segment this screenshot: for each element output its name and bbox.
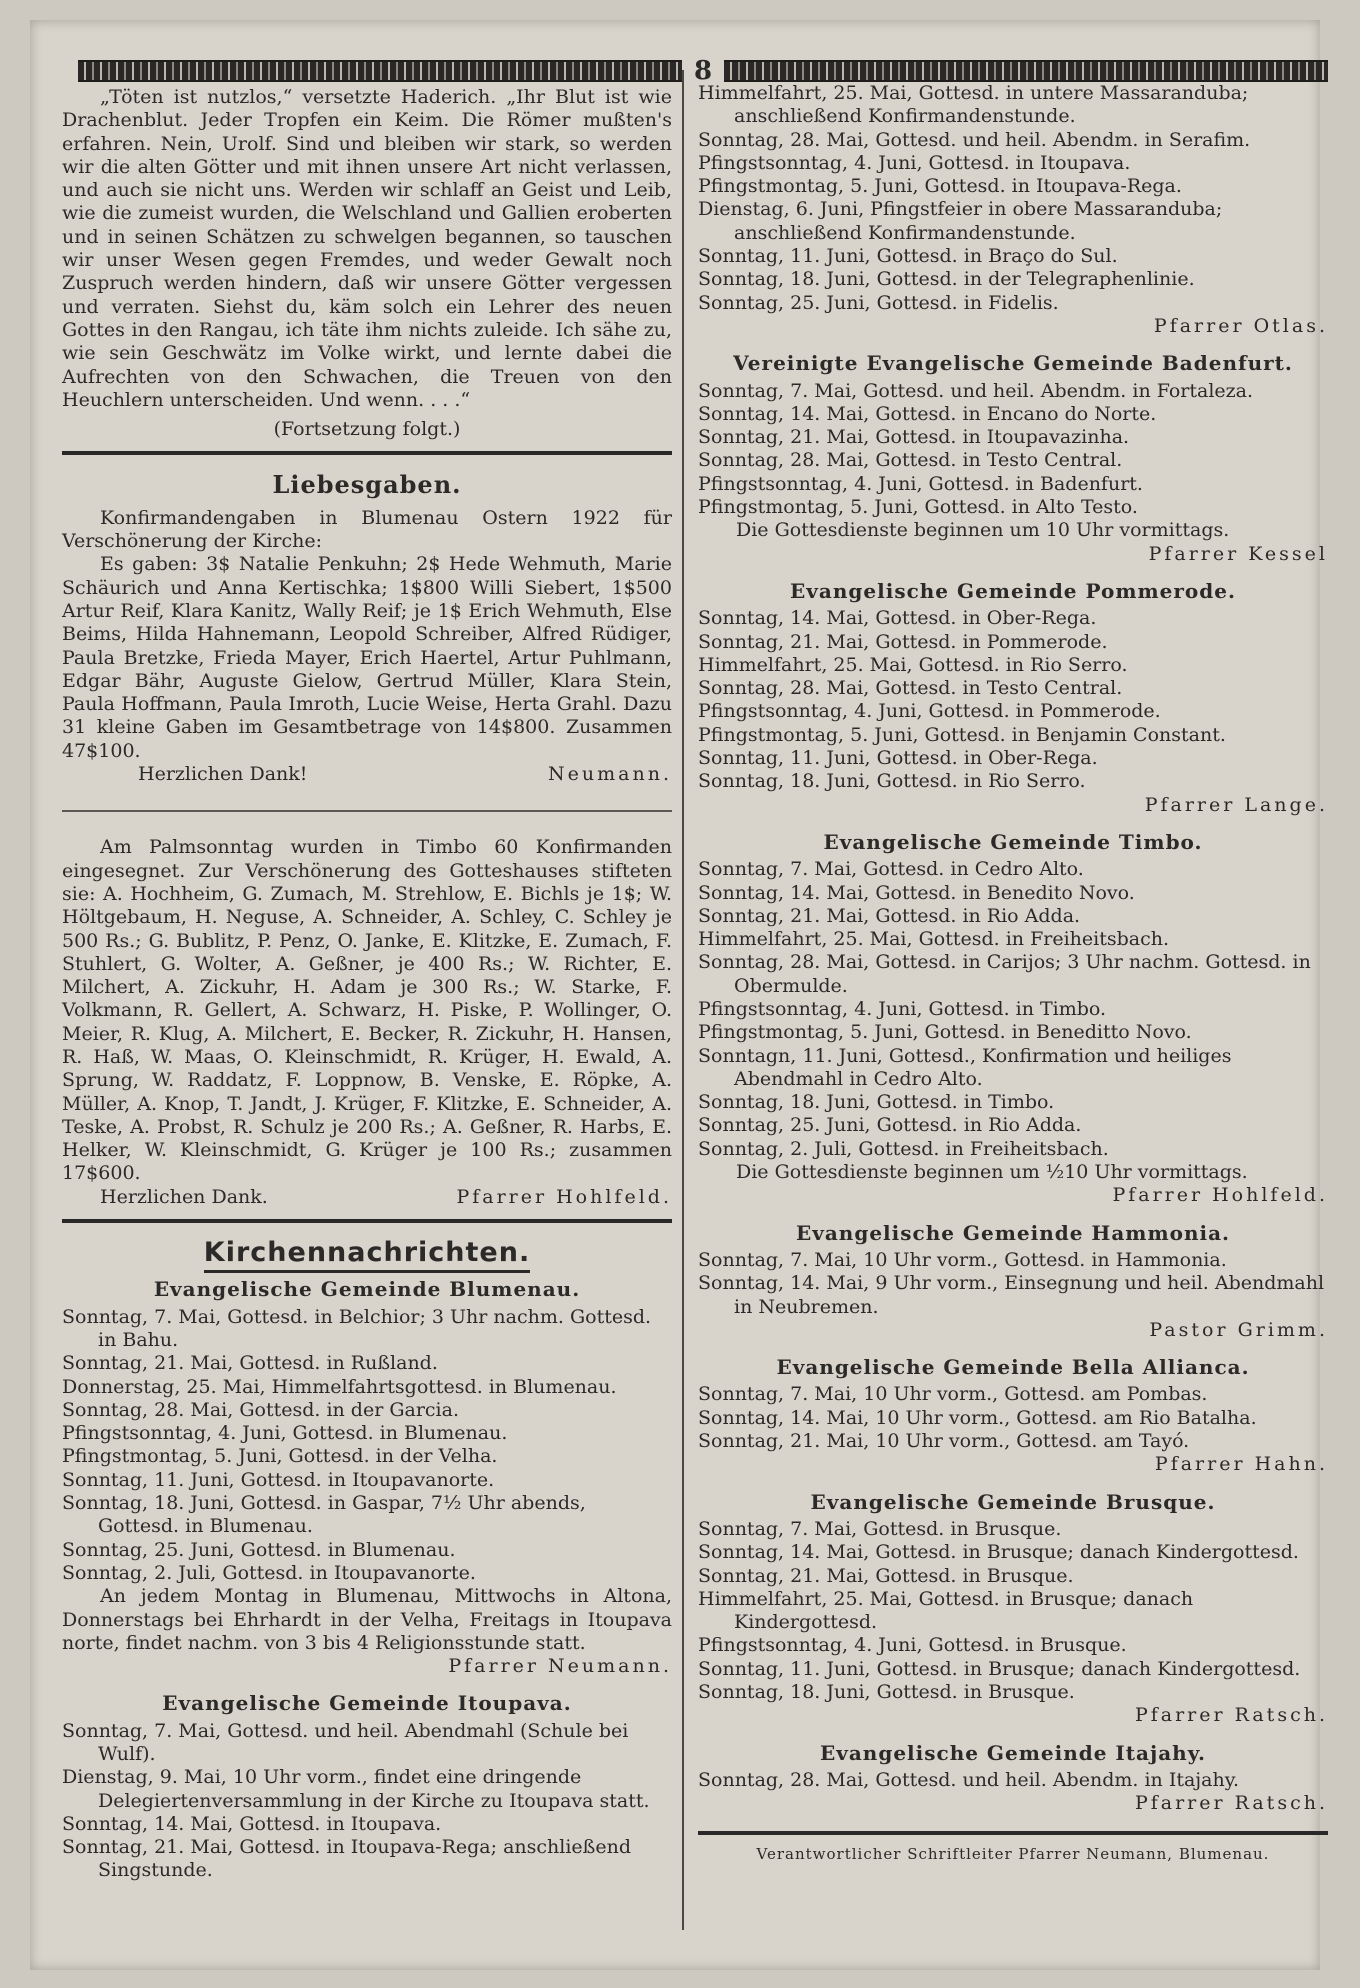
timbo-donors: Am Palmsonntag wurden in Timbo 60 Konfirmanden eingesegnet. Zur Verschönerung des Gotteshauses stifteten sie: A. Hochheim, G. Zumach, M. Strehlow, E. Bichls je 1$; W. Höltgebaum, H. Neguse, A. Schneider, A. Schley, C. Schley je 500 Rs.; G. Bublitz, P. Penz, O. Janke, E. Klitzke, E. Zumach, F. Stuhlert, G. Wolter, A. Geßner, je 400 Rs.; W. Richter, E. Milchert, A. Zickuhr, H. Adam je 300 Rs.; W. Starke, F. Volkmann, R. Gellert, A. Schwarz, H. Piske, P. Wollinger, O. Meier, R. Klug, A. Milchert, E. Becker, R. Zickuhr, H. Hansen, R. Haß, W. Maas, O. Kleinschmidt, R. Krüger, H. Ewald, A. Sprung, W. Raddatz, F. Loppnow, B. Venske, E. Röpke, A. Müller, A. Knop, T. Jandt, J. Krüger, F. Klitzke, E. Schneider, A. Teske, A. Probst, R. Schulz je 200 Rs.; A. Geßner, R. Harbs, E. Helker, W. Kleinschmidt, G. Krüger je 100 Rs.; zusammen 17$600. (62, 836, 672, 1185)
itoupava-signature: Pfarrer Otlas. (1153, 314, 1328, 337)
liebesgaben-donors: Es gaben: 3$ Natalie Penkuhn; 2$ Hede Wehmuth, Marie Schäurich und Anna Kertischka; 1$800 Willi Siebert, 1$500 Artur Reif, Klara Kanitz, Wally Reif; je 1$ Erich Wehmuth, Else Beims, Hilda Hahnemann, Leopold Schreiber, Alfred Rüdiger, Paula Bretzke, Frieda Mayer, Erich Haertel, Artur Puhlmann, Edgar Bähr, Auguste Gielow, Gertrud Müller, Klara Stein, Paula Hoffmann, Paula Imroth, Lucie Weise, Herta Grahl. Dazu 31 kleine Gaben im Gesamtbetrage von 14$800. Zusammen 47$100. (62, 553, 672, 762)
list-item: Sonntag, 7. Mai, Gottesd. in Brusque. (698, 1517, 1062, 1540)
timbo-signature-row (62, 1186, 672, 1209)
list-item: Sonntag, 14. Mai, Gottesd. in Ober-Rega. (698, 607, 1097, 630)
list-item: Sonntag, 7. Mai, Gottesd. und heil. Abendm. in Fortaleza. (698, 379, 1254, 402)
list-item: Sonntag, 18. Juni, Gottesd. in Gaspar, 7½ Uhr abends, Gottesd. in Blumenau. (62, 1492, 586, 1538)
list-item: Himmelfahrt, 25. Mai, Gottesd. in Rio Serro. (698, 653, 1128, 676)
section-rule-thin (62, 810, 672, 812)
list-item: Sonntag, 2. Juli, Gottesd. in Freiheitsbach. (698, 1137, 1109, 1160)
badenfurt-list (698, 380, 1328, 520)
pommerode-heading: Evangelische Gemeinde Pommerode. (790, 578, 1236, 603)
story-continuation: (Fortsetzung folgt.) (273, 418, 461, 441)
list-item: Sonntag, 21. Mai, Gottesd. in Rio Adda. (698, 904, 1081, 927)
list-item: Pfingstmontag, 5. Juni, Gottesd. in Itoupava-Rega. (698, 175, 1182, 198)
list-item: Himmelfahrt, 25. Mai, Gottesd. in untere Massaranduba; anschließend Konfirmandenstunde. (698, 82, 1249, 128)
list-item: Sonntag, 7. Mai, Gottesd. und heil. Abendmahl (Schule bei Wulf). (62, 1719, 629, 1765)
list-item: Sonntag, 21. Mai, Gottesd. in Rußland. (62, 1352, 438, 1375)
list-item: Sonntag, 28. Mai, Gottesd. und heil. Abendm. in Itajahy. (698, 1768, 1239, 1791)
list-item: Sonntag, 14. Mai, Gottesd. in Benedito Novo. (698, 881, 1135, 904)
itajahy-signature: Pfarrer Ratsch. (1134, 1792, 1328, 1815)
kirchennachrichten-title-text: Kirchennachrichten. (204, 1237, 530, 1273)
list-item: Sonntag, 21. Mai, Gottesd. in Itoupavazinha. (698, 426, 1130, 449)
list-item: Sonntagn, 11. Juni, Gottesd., Konfirmation und heiliges Abendmahl in Cedro Alto. (698, 1044, 1232, 1090)
list-item: Sonntag, 2. Juli, Gottesd. in Itoupavanorte. (62, 1561, 476, 1584)
liebesgaben-title: Liebesgaben. (272, 470, 462, 500)
header-ornament-left (78, 60, 682, 82)
brusque-list (698, 1518, 1328, 1704)
timbo-thanks: Herzlichen Dank. (100, 1185, 268, 1208)
hammonia-signature: Pastor Grimm. (1149, 1318, 1328, 1341)
list-item: Sonntag, 28. Mai, Gottesd. in der Garcia. (62, 1398, 460, 1421)
right-column (698, 82, 1328, 1867)
list-item: Sonntag, 25. Juni, Gottesd. in Rio Adda. (698, 1114, 1082, 1137)
badenfurt-heading: Vereinigte Evangelische Gemeinde Badenfurt. (733, 351, 1293, 376)
list-item: Sonntag, 18. Juni, Gottesd. in Rio Serro. (698, 770, 1086, 793)
list-item: Sonntag, 7. Mai, Gottesd. in Cedro Alto. (698, 858, 1084, 881)
list-item: Pfingstsonntag, 4. Juni, Gottesd. in Badenfurt. (698, 472, 1143, 495)
list-item: Pfingstsonntag, 4. Juni, Gottesd. in Itoupava. (698, 151, 1131, 174)
blumenau-list (62, 1306, 672, 1586)
page-number: 8 (693, 56, 713, 86)
list-item: Sonntag, 28. Mai, Gottesd. in Testo Central. (698, 449, 1123, 472)
list-item: Sonntag, 11. Juni, Gottesd. in Braço do Sul. (698, 245, 1118, 268)
list-item: Dienstag, 9. Mai, 10 Uhr vorm., findet eine dringende Delegiertenversammlung in der Kirche zu Itoupava statt. (62, 1766, 650, 1812)
liebesgaben-thanks: Herzlichen Dank! (138, 763, 308, 786)
brusque-signature: Pfarrer Ratsch. (1134, 1704, 1328, 1727)
list-item: Sonntag, 21. Mai, 10 Uhr vorm., Gottesd. am Tayó. (698, 1430, 1190, 1453)
hammonia-list (698, 1249, 1328, 1319)
list-item: Sonntag, 14. Mai, 9 Uhr vorm., Einsegnung und heil. Abendmahl in Neubremen. (698, 1272, 1325, 1318)
itajahy-list (698, 1769, 1328, 1792)
list-item: Dienstag, 6. Juni, Pfingstfeier in obere Massaranduba; anschließend Konfirmandenstunde. (698, 198, 1223, 244)
list-item: Sonntag, 14. Mai, Gottesd. in Encano do Norte. (698, 402, 1157, 425)
itajahy-heading: Evangelische Gemeinde Itajahy. (819, 1740, 1206, 1765)
list-item: Sonntag, 18. Juni, Gottesd. in Timbo. (698, 1091, 1055, 1114)
list-item: Sonntag, 28. Mai, Gottesd. in Testo Central. (698, 677, 1123, 700)
list-item: Sonntag, 25. Juni, Gottesd. in Fidelis. (698, 291, 1059, 314)
badenfurt-signature: Pfarrer Kessel (1148, 542, 1328, 565)
list-item: Sonntag, 21. Mai, Gottesd. in Pommerode. (698, 630, 1108, 653)
list-item: Himmelfahrt, 25. Mai, Gottesd. in Brusque; danach Kindergottesd. (698, 1587, 1194, 1634)
column-divider (682, 70, 684, 1930)
itoupava-list (62, 1720, 672, 1883)
list-item: Pfingstmontag, 5. Juni, Gottesd. in der Velha. (62, 1445, 498, 1468)
blumenau-note: An jedem Montag in Blumenau, Mittwochs in Altona, Donnerstags bei Ehrhardt in der Velha, Freitags in Itoupava norte, findet nachm. von 3 bis 4 Religionsstunde statt. (62, 1585, 672, 1654)
pommerode-signature: Pfarrer Lange. (1144, 793, 1328, 816)
pommerode-list (698, 607, 1328, 793)
list-item: Pfingstsonntag, 4. Juni, Gottesd. in Blumenau. (62, 1422, 508, 1445)
badenfurt-note: Die Gottesdienste beginnen um 10 Uhr vormittags. (736, 519, 1230, 542)
footer-imprint: Verantwortlicher Schriftleiter Pfarrer Neumann, Blumenau. (756, 1845, 1270, 1864)
bella-list (698, 1383, 1328, 1453)
section-rule (62, 1219, 672, 1223)
blumenau-heading: Evangelische Gemeinde Blumenau. (153, 1277, 581, 1302)
timbo-list (698, 858, 1328, 1161)
list-item: Sonntag, 18. Juni, Gottesd. in Brusque. (698, 1681, 1075, 1703)
list-item: Pfingstsonntag, 4. Juni, Gottesd. in Timbo. (698, 997, 1107, 1020)
list-item: Sonntag, 21. Mai, Gottesd. in Brusque. (698, 1564, 1074, 1587)
list-item: Sonntag, 14. Mai, Gottesd. in Itoupava. (62, 1812, 442, 1835)
list-item: Sonntag, 7. Mai, 10 Uhr vorm., Gottesd. am Pombas. (698, 1383, 1208, 1406)
story-text: „Töten ist nutzlos,“ versetzte Haderich. „Ihr Blut ist wie Drachenblut. Jeder Tropfen ein Keim. Die Römer mußten's erfahren. Nein, Urolf. Sind und bleiben wir stark, so werden wir die alten Götter und mit ihnen unsere Art nicht verlassen, und auch sie nicht uns. Werden wir schlaff an Geist und Leib, wie die zumeist wurden, die Welschland und Gallien eroberten und in seinen Schätzen zu schwelgen begannen, so tauschen wir unser Wesen gegen Fremdes, und weder Gewalt noch Zuspruch werden hindern, daß wir unsere Götter vergessen und verraten. Siehst du, käm solch ein Lehrer des neuen Gottes in den Rangau, ich täte ihm nichts zuleide. Ich sähe zu, wie sein Geschwätz im Volke wirkt, und lernte dabei die Aufrechten von den Schwachen, die Treuen von den Heuchlern unterscheiden. Und wenn. . . .“ (62, 86, 672, 411)
liebesgaben-signature-row (62, 763, 672, 786)
list-item: Sonntag, 18. Juni, Gottesd. in der Telegraphenlinie. (698, 268, 1195, 291)
list-item: Sonntag, 28. Mai, Gottesd. in Carijos; 3 Uhr nachm. Gottesd. in Obermulde. (698, 951, 1311, 997)
hammonia-heading: Evangelische Gemeinde Hammonia. (795, 1220, 1231, 1245)
list-item: Sonntag, 11. Juni, Gottesd. in Itoupavanorte. (62, 1468, 495, 1491)
bella-heading: Evangelische Gemeinde Bella Allianca. (776, 1355, 1250, 1380)
list-item: Sonntag, 14. Mai, Gottesd. in Brusque; danach Kindergottesd. (698, 1541, 1299, 1564)
itoupava-continued-list (698, 82, 1328, 315)
list-item: Sonntag, 28. Mai, Gottesd. und heil. Abendm. in Serafim. (698, 128, 1251, 151)
list-item: Sonntag, 7. Mai, Gottesd. in Belchior; 3 Uhr nachm. Gottesd. in Bahu. (62, 1305, 652, 1351)
footer-rule (698, 1831, 1328, 1835)
list-item: Pfingstmontag, 5. Juni, Gottesd. in Benjamin Constant. (698, 723, 1226, 746)
list-item: Sonntag, 21. Mai, Gottesd. in Itoupava-Rega; anschließend Singstunde. (62, 1836, 631, 1882)
left-column (62, 86, 672, 1883)
list-item: Sonntag, 11. Juni, Gottesd. in Brusque; danach Kindergottesd. (698, 1657, 1301, 1680)
timbo-heading: Evangelische Gemeinde Timbo. (823, 829, 1203, 854)
liebesgaben-intro: Konfirmandengaben in Blumenau Ostern 1922 für Verschönerung der Kirche: (62, 506, 672, 553)
list-item: Sonntag, 14. Mai, 10 Uhr vorm., Gottesd. am Rio Batalha. (698, 1406, 1257, 1429)
blumenau-signature: Pfarrer Neumann. (448, 1655, 672, 1678)
list-item: Sonntag, 11. Juni, Gottesd. in Ober-Rega. (698, 747, 1098, 770)
list-item: Sonntag, 25. Juni, Gottesd. in Blumenau. (62, 1538, 456, 1561)
list-item: Donnerstag, 25. Mai, Himmelfahrtsgottesd. in Blumenau. (62, 1375, 617, 1398)
liebesgaben-signature: Neumann. (548, 763, 672, 786)
section-rule (62, 451, 672, 455)
itoupava-heading: Evangelische Gemeinde Itoupava. (162, 1691, 572, 1716)
timbo-signature-church: Pfarrer Hohlfeld. (1112, 1184, 1328, 1207)
list-item: Himmelfahrt, 25. Mai, Gottesd. in Freiheitsbach. (698, 928, 1170, 951)
timbo-note: Die Gottesdienste beginnen um ½10 Uhr vormittags. (736, 1161, 1248, 1184)
list-item: Pfingstsonntag, 4. Juni, Gottesd. in Brusque. (698, 1634, 1127, 1657)
kirchennachrichten-title (62, 1237, 672, 1269)
list-item: Pfingstsonntag, 4. Juni, Gottesd. in Pommerode. (698, 700, 1161, 723)
bella-signature: Pfarrer Hahn. (1154, 1453, 1328, 1476)
list-item: Pfingstmontag, 5. Juni, Gottesd. in Alto Testo. (698, 496, 1138, 519)
timbo-signature: Pfarrer Hohlfeld. (456, 1185, 672, 1208)
list-item: Pfingstmontag, 5. Juni, Gottesd. in Beneditto Novo. (698, 1021, 1192, 1044)
list-item: Sonntag, 7. Mai, 10 Uhr vorm., Gottesd. in Hammonia. (698, 1248, 1227, 1271)
header-ornament-right (724, 60, 1328, 82)
brusque-heading: Evangelische Gemeinde Brusque. (810, 1489, 1216, 1514)
